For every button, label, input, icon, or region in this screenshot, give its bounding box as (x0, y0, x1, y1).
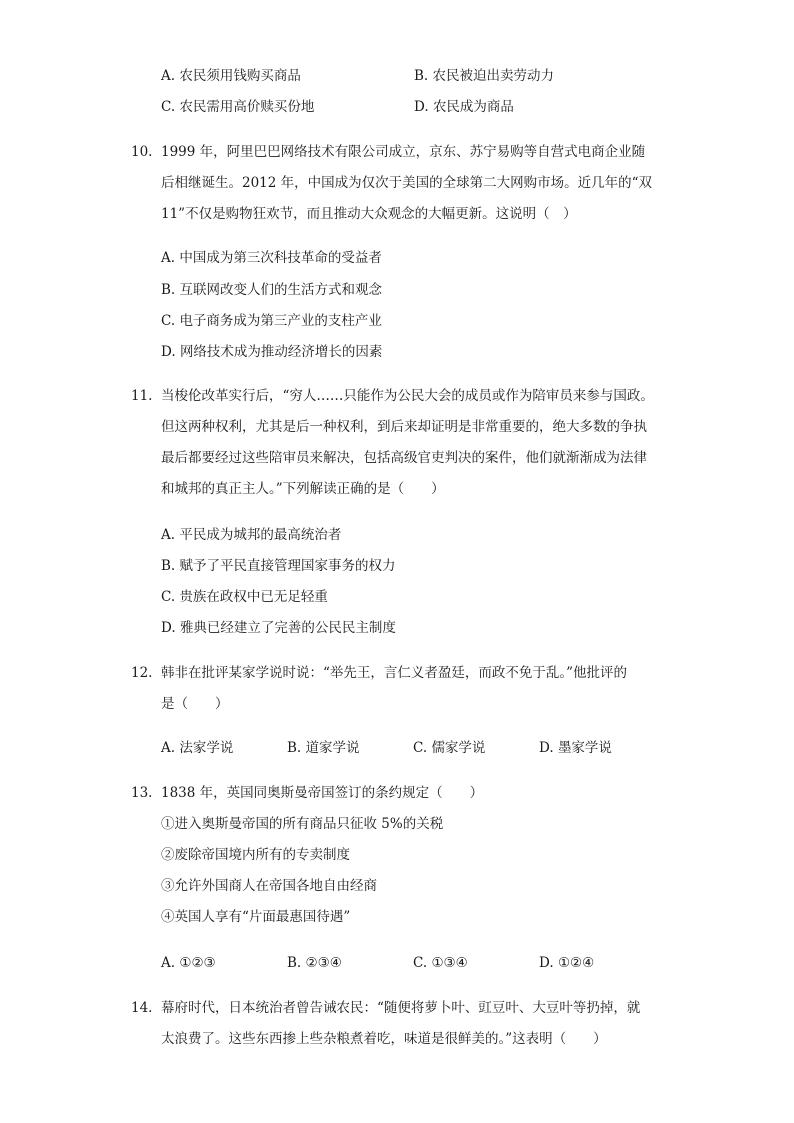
q13-option-b: B. ②③④ (287, 955, 342, 971)
q13-number: 13. (131, 785, 153, 801)
q10-stem-line: 后相继诞生。2012 年，中国成为仅次于美国的全球第二大网购市场。近几年的“双 (161, 175, 653, 191)
q14-number: 14. (131, 1000, 153, 1016)
q10-stem-line: 1999 年，阿里巴巴网络技术有限公司成立，京东、苏宁易购等自营式电商企业随 (161, 144, 646, 160)
q13-statement: ③允许外国商人在帝国各地自由经商 (161, 878, 377, 894)
q12-option-d: D. 墨家学说 (539, 740, 612, 756)
q10-number: 10. (131, 144, 153, 160)
q9-option-c: C. 农民需用高价赎买份地 (161, 99, 315, 115)
q12-stem-line: 是（ ） (161, 696, 229, 712)
q9-option-d: D. 农民成为商品 (414, 99, 514, 115)
q11-number: 11. (131, 388, 153, 404)
q10-option-a: A. 中国成为第三次科技革命的受益者 (161, 250, 382, 266)
q14-stem-line: 幕府时代，日本统治者曾告诫农民：“随便将萝卜叶、豇豆叶、大豆叶等扔掉，就 (161, 1000, 641, 1016)
q11-stem-line: 当梭伦改革实行后，“穷人……只能作为公民大会的成员或作为陪审员来参与国政。 (161, 388, 654, 404)
q14-stem-line: 太浪费了。这些东西掺上些杂粮煮着吃，味道是很鲜美的。”这表明（ ） (161, 1031, 607, 1047)
q11-option-c: C. 贵族在政权中已无足轻重 (161, 589, 328, 605)
q12-number: 12. (131, 665, 153, 681)
q13-stem-line: 1838 年，英国同奥斯曼帝国签订的条约规定（ ） (161, 785, 484, 801)
q12-option-b: B. 道家学说 (287, 740, 360, 756)
q12-option-a: A. 法家学说 (161, 740, 234, 756)
q13-option-d: D. ①②④ (539, 955, 595, 971)
q9-option-a: A. 农民须用钱购买商品 (161, 68, 301, 84)
q10-stem-line: 11”不仅是购物狂欢节，而且推动大众观念的大幅更新。这说明（ ） (161, 206, 577, 222)
q10-option-c: C. 电子商务成为第三产业的支柱产业 (161, 313, 382, 329)
q12-stem-line: 韩非在批评某家学说时说：“举先王，言仁义者盈廷，而政不免于乱。”他批评的 (161, 665, 628, 681)
q13-statement: ②废除帝国境内所有的专卖制度 (161, 847, 350, 863)
q13-statement: ④英国人享有“片面最惠国待遇” (161, 909, 351, 925)
q9-option-b: B. 农民被迫出卖劳动力 (414, 68, 555, 84)
q13-option-a: A. ①②③ (161, 955, 216, 971)
q11-option-d: D. 雅典已经建立了完善的公民民主制度 (161, 620, 396, 636)
q11-stem-line: 但这两种权利，尤其是后一种权利，到后来却证明是非常重要的，绝大多数的争执 (161, 419, 647, 435)
q13-option-c: C. ①③④ (413, 955, 468, 971)
q10-option-b: B. 互联网改变人们的生活方式和观念 (161, 282, 383, 298)
q11-stem-line: 最后都要经过这些陪审员来解决，包括高级官吏判决的案件，他们就渐渐成为法律 (161, 450, 647, 466)
q13-statement: ①进入奥斯曼帝国的所有商品只征收 5%的关税 (161, 816, 444, 832)
q10-option-d: D. 网络技术成为推动经济增长的因素 (161, 344, 383, 360)
q11-stem-line: 和城邦的真正主人。”下列解读正确的是（ ） (161, 481, 445, 497)
q11-option-b: B. 赋予了平民直接管理国家事务的权力 (161, 558, 396, 574)
q12-option-c: C. 儒家学说 (413, 740, 486, 756)
q11-option-a: A. 平民成为城邦的最高统治者 (161, 527, 342, 543)
